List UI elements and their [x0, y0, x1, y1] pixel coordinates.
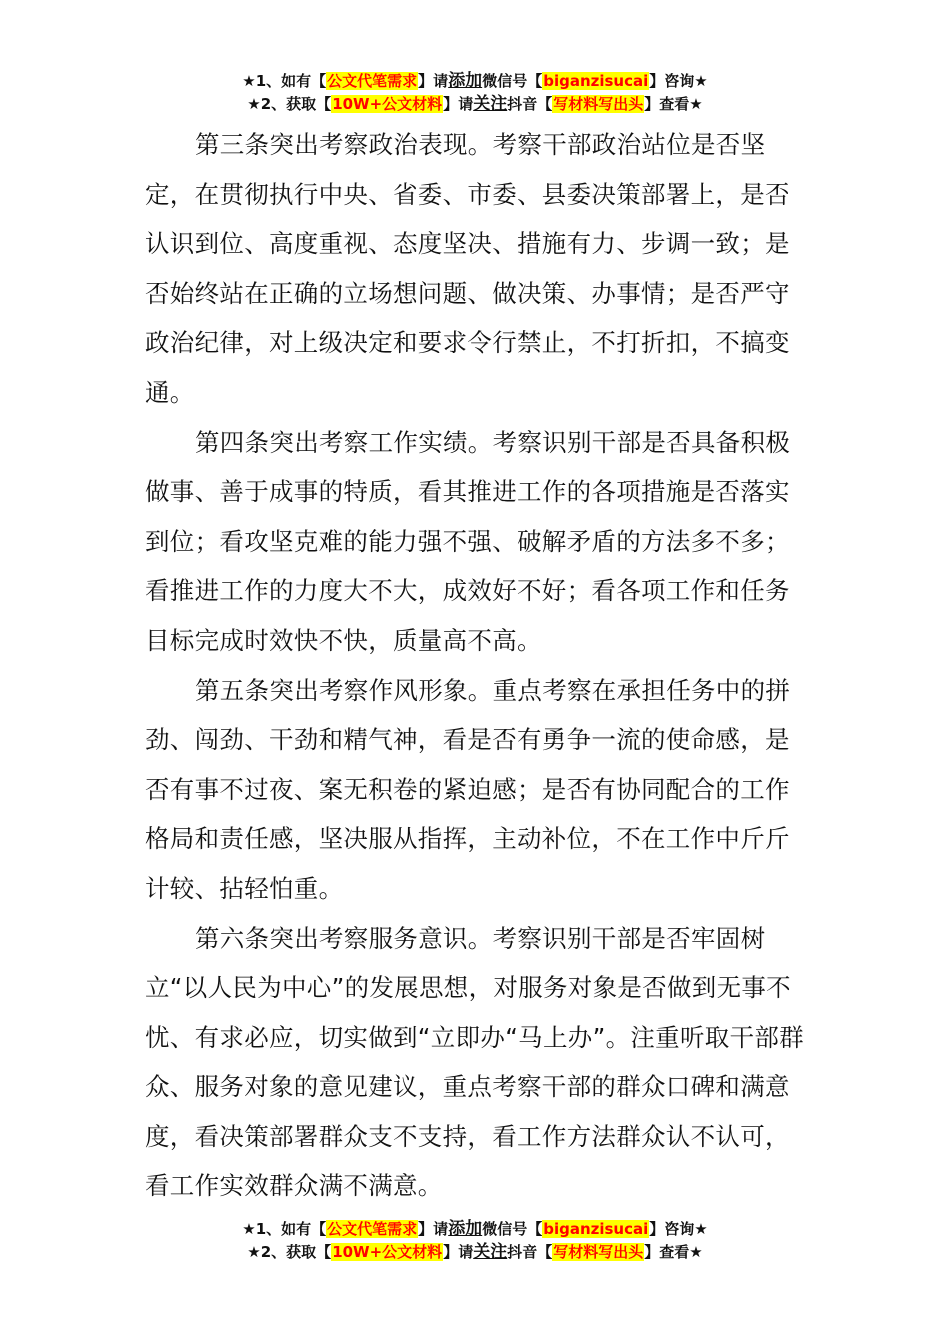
paragraph-article-5: 第五条突出考察作风形象。重点考察在承担任务中的拼劲、闯劲、干劲和精气神，看是否有勇争一流的使命感，是否有事不过夜、案无积卷的紧迫感；是否有协同配合的工作格局和责任感，坚决服从指挥，主动补位，不在工作中斤斤计较、拈轻怕重。 — [145, 675, 791, 903]
promo-wechat-id: biganzisucai — [543, 72, 649, 90]
promo-highlight: 10W+公文材料 — [332, 95, 443, 113]
paragraph-article-3: 第三条突出考察政治表现。考察干部政治站位是否坚定，在贯彻执行中央、省委、市委、县委决策部署上，是否认识到位、高度重视、态度坚决、措施有力、步调一致；是否始终站在正确的立场想问题、做决策、办事情；是否严守政治纪律，对上级决定和要求令行禁止，不打折扣，不搞变通。 — [145, 130, 790, 407]
promo-highlight: 公文代笔需求 — [327, 1220, 418, 1238]
promo-line-2 — [0, 93, 950, 116]
promo-text: ★2、获取【 — [247, 1243, 332, 1261]
promo-underlined: 添加 — [448, 1219, 483, 1239]
promo-text: 抖音【 — [507, 1243, 553, 1261]
document-body — [145, 120, 813, 1211]
promo-line-1 — [0, 70, 950, 93]
promo-text: 】请 — [418, 1220, 449, 1238]
promo-underlined: 关注 — [473, 94, 508, 114]
paragraph-article-4: 第四条突出考察工作实绩。考察识别干部是否具备积极做事、善于成事的特质，看其推进工作的各项措施是否落实到位；看攻坚克难的能力强不强、破解矛盾的方法多不多；看推进工作的力度大不大，成效好不好；看各项工作和任务目标完成时效快不快，质量高不高。 — [145, 427, 791, 655]
promo-text: 微信号【 — [482, 1220, 543, 1238]
promo-line-1 — [0, 1218, 950, 1241]
promo-underlined: 关注 — [473, 1242, 508, 1262]
promo-text: 微信号【 — [482, 72, 543, 90]
promo-text: 】咨询★ — [649, 1220, 708, 1238]
promo-text: ★2、获取【 — [247, 95, 332, 113]
promo-account-name: 写材料写出头 — [553, 95, 644, 113]
promo-text: 】请 — [418, 72, 449, 90]
promo-text: 】请 — [443, 95, 474, 113]
promo-line-2 — [0, 1241, 950, 1264]
promo-highlight: 公文代笔需求 — [327, 72, 418, 90]
paragraph-article-6: 第六条突出考察服务意识。考察识别干部是否牢固树立“以人民为中心”的发展思想，对服务对象是否做到无事不忧、有求必应，切实做到“立即办“马上办”。注重听取干部群众、服务对象的意见建议，重点考察干部的群众口碑和满意度，看决策部署群众支不支持，看工作方法群众认不认可，看工作实效群众满不满意。 — [145, 923, 804, 1201]
promo-text: 】查看★ — [644, 95, 703, 113]
promo-header — [0, 70, 950, 116]
promo-account-name: 写材料写出头 — [553, 1243, 644, 1261]
promo-text: 抖音【 — [507, 95, 553, 113]
promo-text: 】请 — [443, 1243, 474, 1261]
promo-text: ★1、如有【 — [242, 72, 327, 90]
promo-footer — [0, 1218, 950, 1264]
promo-wechat-id: biganzisucai — [543, 1220, 649, 1238]
promo-text: 】查看★ — [644, 1243, 703, 1261]
promo-text: ★1、如有【 — [242, 1220, 327, 1238]
promo-text: 】咨询★ — [649, 72, 708, 90]
promo-highlight: 10W+公文材料 — [332, 1243, 443, 1261]
promo-underlined: 添加 — [448, 71, 483, 91]
